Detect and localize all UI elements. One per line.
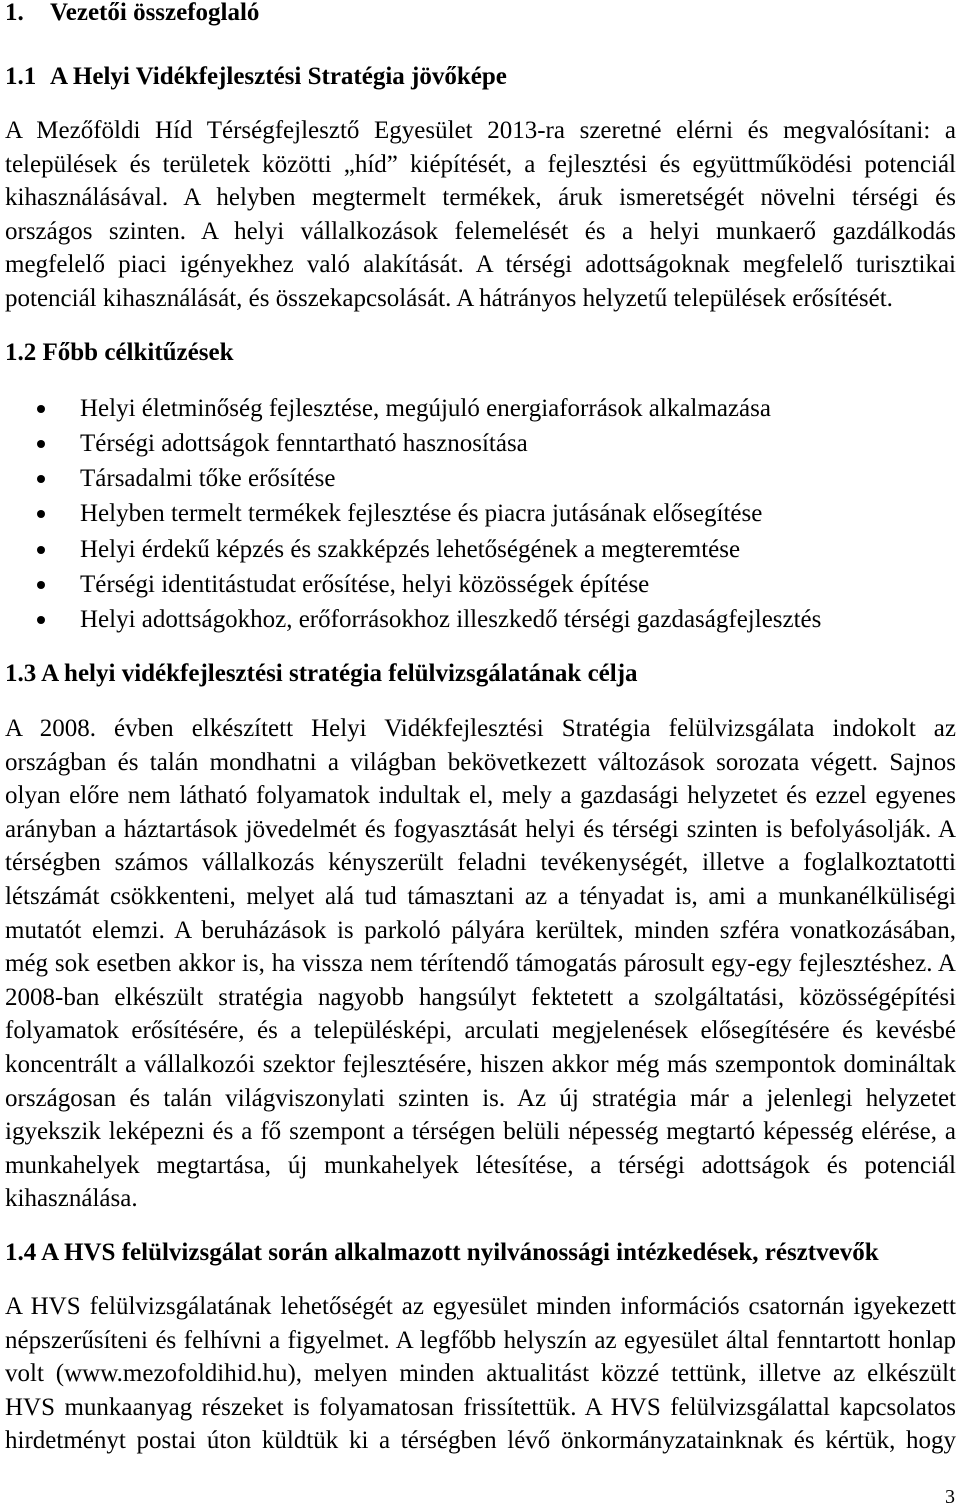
paragraph-line: még sok esetben akkor is, ha vissza nem térítendő támogatás párosult egy-egy fejlesztéshez. A — [5, 950, 956, 978]
section-title: A helyi vidékfejlesztési stratégia felülvizsgálatának célja — [41, 660, 638, 687]
section-heading — [5, 1236, 956, 1270]
section-number: 1.1 — [5, 63, 37, 90]
objective-list-item — [0, 602, 960, 637]
paragraph-line: potenciál kihasználását, és összekapcsolását. A hátrányos helyzetű települések erősítését. — [5, 284, 893, 312]
objective-text: Helyben termelt termékek fejlesztése és piacra jutásának elősegítése — [80, 500, 763, 528]
paragraph-line: olyan előre nem látható folyamatok indultak el, mely a gazdasági helyzetet és ezzel egyenes — [5, 782, 956, 810]
paragraph-line: mutatót elemzi. A beruházások is parkoló pályára kerültek, minden szféra vonatkozásában, — [5, 916, 956, 944]
objective-list-item — [0, 496, 960, 531]
chapter-number: 1. — [5, 0, 24, 26]
bullet-icon — [37, 510, 45, 518]
paragraph-line: 2008-ban elkészült stratégia nagyobb hangsúlyt fektetett a szolgáltatási, közösségépítési — [5, 983, 956, 1011]
paragraph-line: munkahelyek megtartása, új munkahelyek létesítése, a térségi adottságok és potenciál — [5, 1151, 956, 1179]
objective-text: Térségi identitástudat erősítése, helyi közösségek építése — [80, 570, 650, 598]
section-number: 1.3 — [5, 660, 37, 687]
page-number: 3 — [945, 1486, 955, 1508]
review-purpose-paragraph — [5, 712, 956, 1216]
section-title: A Helyi Vidékfejlesztési Stratégia jövőképe — [50, 63, 507, 90]
paragraph-line: települések és területek közötti „híd” kiépítését, a fejlesztési és együttműködési potenciál — [5, 150, 956, 178]
paragraph-line: arányban a háztartások jövedelmét és fogyasztását helyi és térségi szinten is befolyásolják. A — [5, 815, 956, 843]
paragraph-line: térségben számos vállalkozás kényszerült feladni tevékenységét, illetve a foglalkoztatotti — [5, 849, 956, 877]
paragraph-line: kihasználásával. A helyben megtermelt termékek, áruk ismeretségét növelni térségi és — [5, 184, 956, 212]
objective-text: Helyi adottságokhoz, erőforrásokhoz illeszkedő térségi gazdaságfejlesztés — [80, 605, 822, 633]
bullet-icon — [37, 475, 45, 483]
bullet-icon — [37, 440, 45, 448]
paragraph-line: folyamatok erősítésére, és a településképi, arculati megjelenések elősegítésére és kevésbé — [5, 1017, 956, 1045]
section-heading — [5, 657, 956, 691]
section-number: 1.4 — [5, 1239, 37, 1266]
paragraph-line: A Mezőföldi Híd Térségfejlesztő Egyesület 2013-ra szeretné elérni és megvalósítani: a — [5, 117, 956, 144]
paragraph-line: igyekszik leképezni és a fő szempont a térségen belüli népesség megtartó képesség elérése, a — [5, 1118, 956, 1146]
paragraph-line: kihasználása. — [5, 1185, 138, 1213]
objective-list-item — [0, 567, 960, 602]
chapter-heading — [5, 0, 956, 30]
objective-text: Helyi életminőség fejlesztése, megújuló energiaforrások alkalmazása — [80, 395, 771, 422]
paragraph-line: A 2008. évben elkészített Helyi Vidékfejlesztési Stratégia felülvizsgálata indokolt az — [5, 715, 956, 742]
bullet-icon — [37, 546, 45, 554]
publicity-paragraph — [5, 1290, 956, 1458]
paragraph-line: létszámát csökkenteni, melyet alá tud támasztani az a tényadat is, ami a munkanélküliségi — [5, 882, 956, 910]
objective-list-item — [0, 532, 960, 567]
paragraph-line: népszerűsíteni és felhívni a figyelmet. A legfőbb helyszín az egyesület által fenntartott honlap — [5, 1326, 956, 1354]
paragraph-line: hirdetményt postai úton küldtük ki a térségben lévő önkormányzatainknak és kértük, hogy — [5, 1427, 956, 1455]
chapter-title: Vezetői összefoglaló — [50, 0, 260, 26]
paragraph-line: HVS munkaanyag részeket is folyamatosan frissítettük. A HVS felülvizsgálattal kapcsolatos — [5, 1393, 956, 1421]
objective-list-item — [0, 391, 960, 426]
bullet-icon — [37, 405, 45, 413]
section-title: A HVS felülvizsgálat során alkalmazott nyilvánossági intézkedések, résztvevők — [41, 1239, 879, 1266]
objectives-list — [0, 391, 960, 637]
objective-text: Társadalmi tőke erősítése — [80, 465, 336, 493]
objective-list-item — [0, 426, 960, 461]
section-title: Főbb célkitűzések — [42, 339, 234, 366]
paragraph-line: koncentrált a vállalkozói szektor fejlesztésére, hiszen akkor még más szempontok domináltak — [5, 1050, 956, 1078]
section-heading — [5, 60, 956, 94]
paragraph-line: A HVS felülvizsgálatának lehetőségét az egyesület minden információs csatornán igyekezett — [5, 1293, 956, 1320]
objective-list-item — [0, 461, 960, 496]
objective-text: Helyi érdekű képzés és szakképzés lehetőségének a megteremtése — [80, 535, 741, 563]
objective-text: Térségi adottságok fenntartható hasznosítása — [80, 430, 528, 458]
paragraph-line: volt (www.mezofoldihid.hu), melyen minden aktualitást közzé tettünk, illetve az elkészült — [5, 1360, 956, 1388]
section-number: 1.2 — [5, 339, 37, 366]
section-heading — [5, 336, 956, 370]
paragraph-line: megfelelő piaci igényekhez való alakítását. A térségi adottságoknak megfelelő turisztikai — [5, 251, 956, 279]
paragraph-line: országos szinten. A helyi vállalkozások felemelését és a helyi munkaerő gazdálkodás — [5, 217, 956, 245]
vision-paragraph — [5, 114, 956, 316]
paragraph-line: országban és talán mondhatni a világban bekövetkezett változások sorozata végett. Sajnos — [5, 748, 956, 776]
bullet-icon — [37, 616, 45, 624]
paragraph-line: országosan és talán világviszonylati szinten is. Az új stratégia már a jelenlegi helyzetet — [5, 1084, 956, 1112]
bullet-icon — [37, 581, 45, 589]
